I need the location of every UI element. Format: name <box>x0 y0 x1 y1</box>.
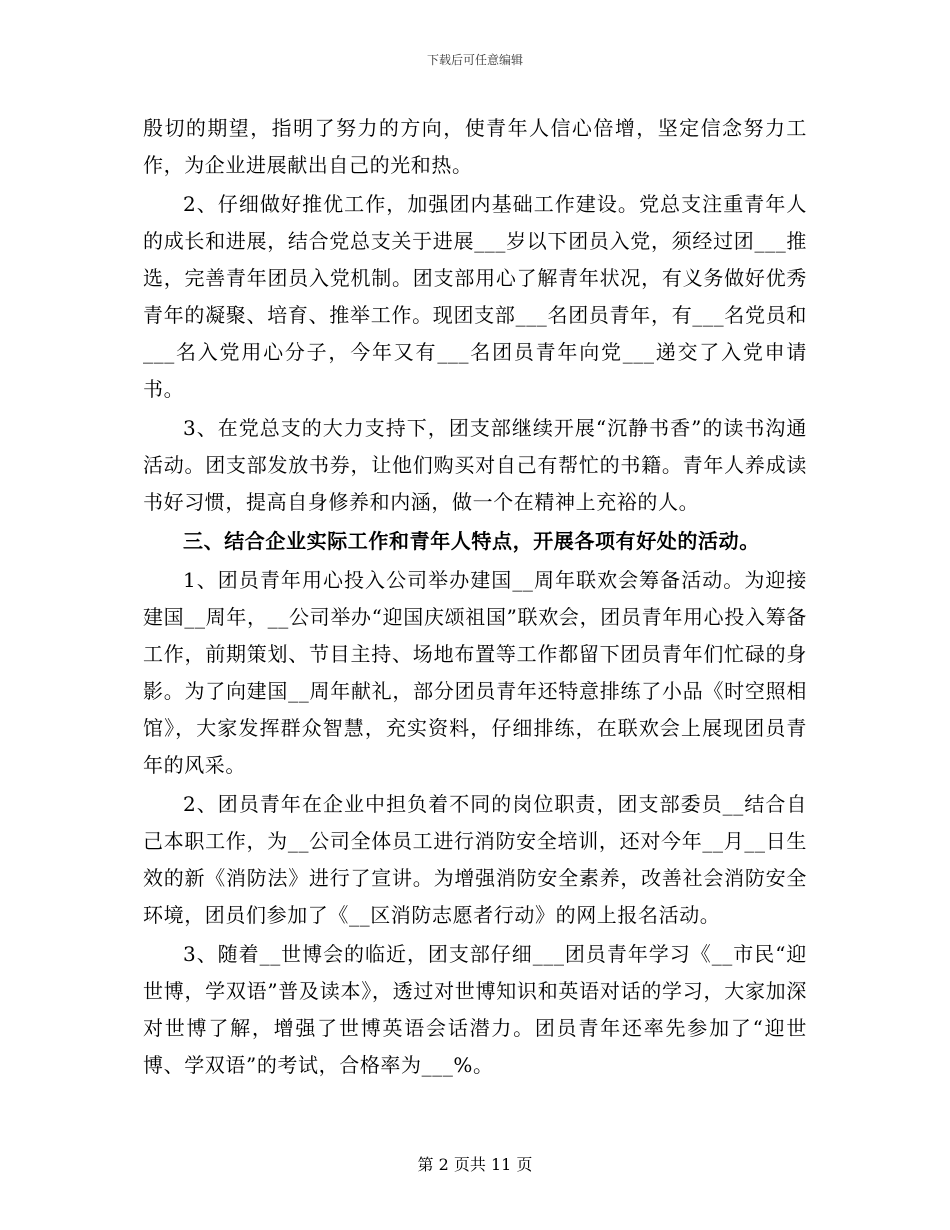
paragraph-continuation: 殷切的期望，指明了努力的方向，使青年人信心倍增，坚定信念努力工作，为企业进展献出自己的光和热。 <box>143 116 807 177</box>
paragraph-item-3-reading: 3、在党总支的大力支持下，团支部继续开展“沉静书香”的读书沟通活动。团支部发放书券，让他们购买对自己有帮忙的书籍。青年人养成读书好习惯，提高自身修养和内涵，做一个在精神上充裕的人。 <box>143 416 807 514</box>
section-heading-3: 三、结合企业实际工作和青年人特点，开展各项有好处的活动。 <box>183 529 760 553</box>
paragraph-item-2-fire-safety: 2、团员青年在企业中担负着不同的岗位职责，团支部委员__结合自己本职工作，为__公司全体员工进行消防安全培训，还对今年__月__日生效的新《消防法》进行了宣讲。为增强消防安全素养，改善社会消防安全环境，团员们参加了《__区消防志愿者行动》的网上报名活动。 <box>143 792 807 927</box>
page-footer: 第 2 页共 11 页 <box>417 1155 533 1174</box>
document-body <box>143 110 807 1084</box>
paragraph-item-2-recommendation: 2、仔细做好推优工作，加强团内基础工作建设。党总支注重青年人的成长和进展，结合党总支关于进展___岁以下团员入党，须经过团___推选，完善青年团员入党机制。团支部用心了解青年状况，有义务做好优秀青年的凝聚、培育、推举工作。现团支部___名团员青年，有___名党员和___名入党用心分子，今年又有___名团员青年向党___递交了入党申请书。 <box>143 192 807 401</box>
paragraph-item-3-expo: 3、随着__世博会的临近，团支部仔细___团员青年学习《__市民“迎世博，学双语”普及读本》，透过对世博知识和英语对话的学习，大家加深对世博了解，增强了世博英语会话潜力。团员青年还率先参加了“迎世博、学双语”的考试，合格率为___%。 <box>143 942 807 1077</box>
page-header: 下载后可任意编辑 <box>426 53 523 67</box>
paragraph-item-1-celebration: 1、团员青年用心投入公司举办建国__周年联欢会筹备活动。为迎接建国__周年，__公司举办“迎国庆颂祖国”联欢会，团员青年用心投入筹备工作，前期策划、节目主持、场地布置等工作都留下团员青年们忙碌的身影。为了向建国__周年献礼，部分团员青年还特意排练了小品《时空照相馆》，大家发挥群众智慧，充实资料，仔细排练，在联欢会上展现团员青年的风采。 <box>143 568 807 777</box>
